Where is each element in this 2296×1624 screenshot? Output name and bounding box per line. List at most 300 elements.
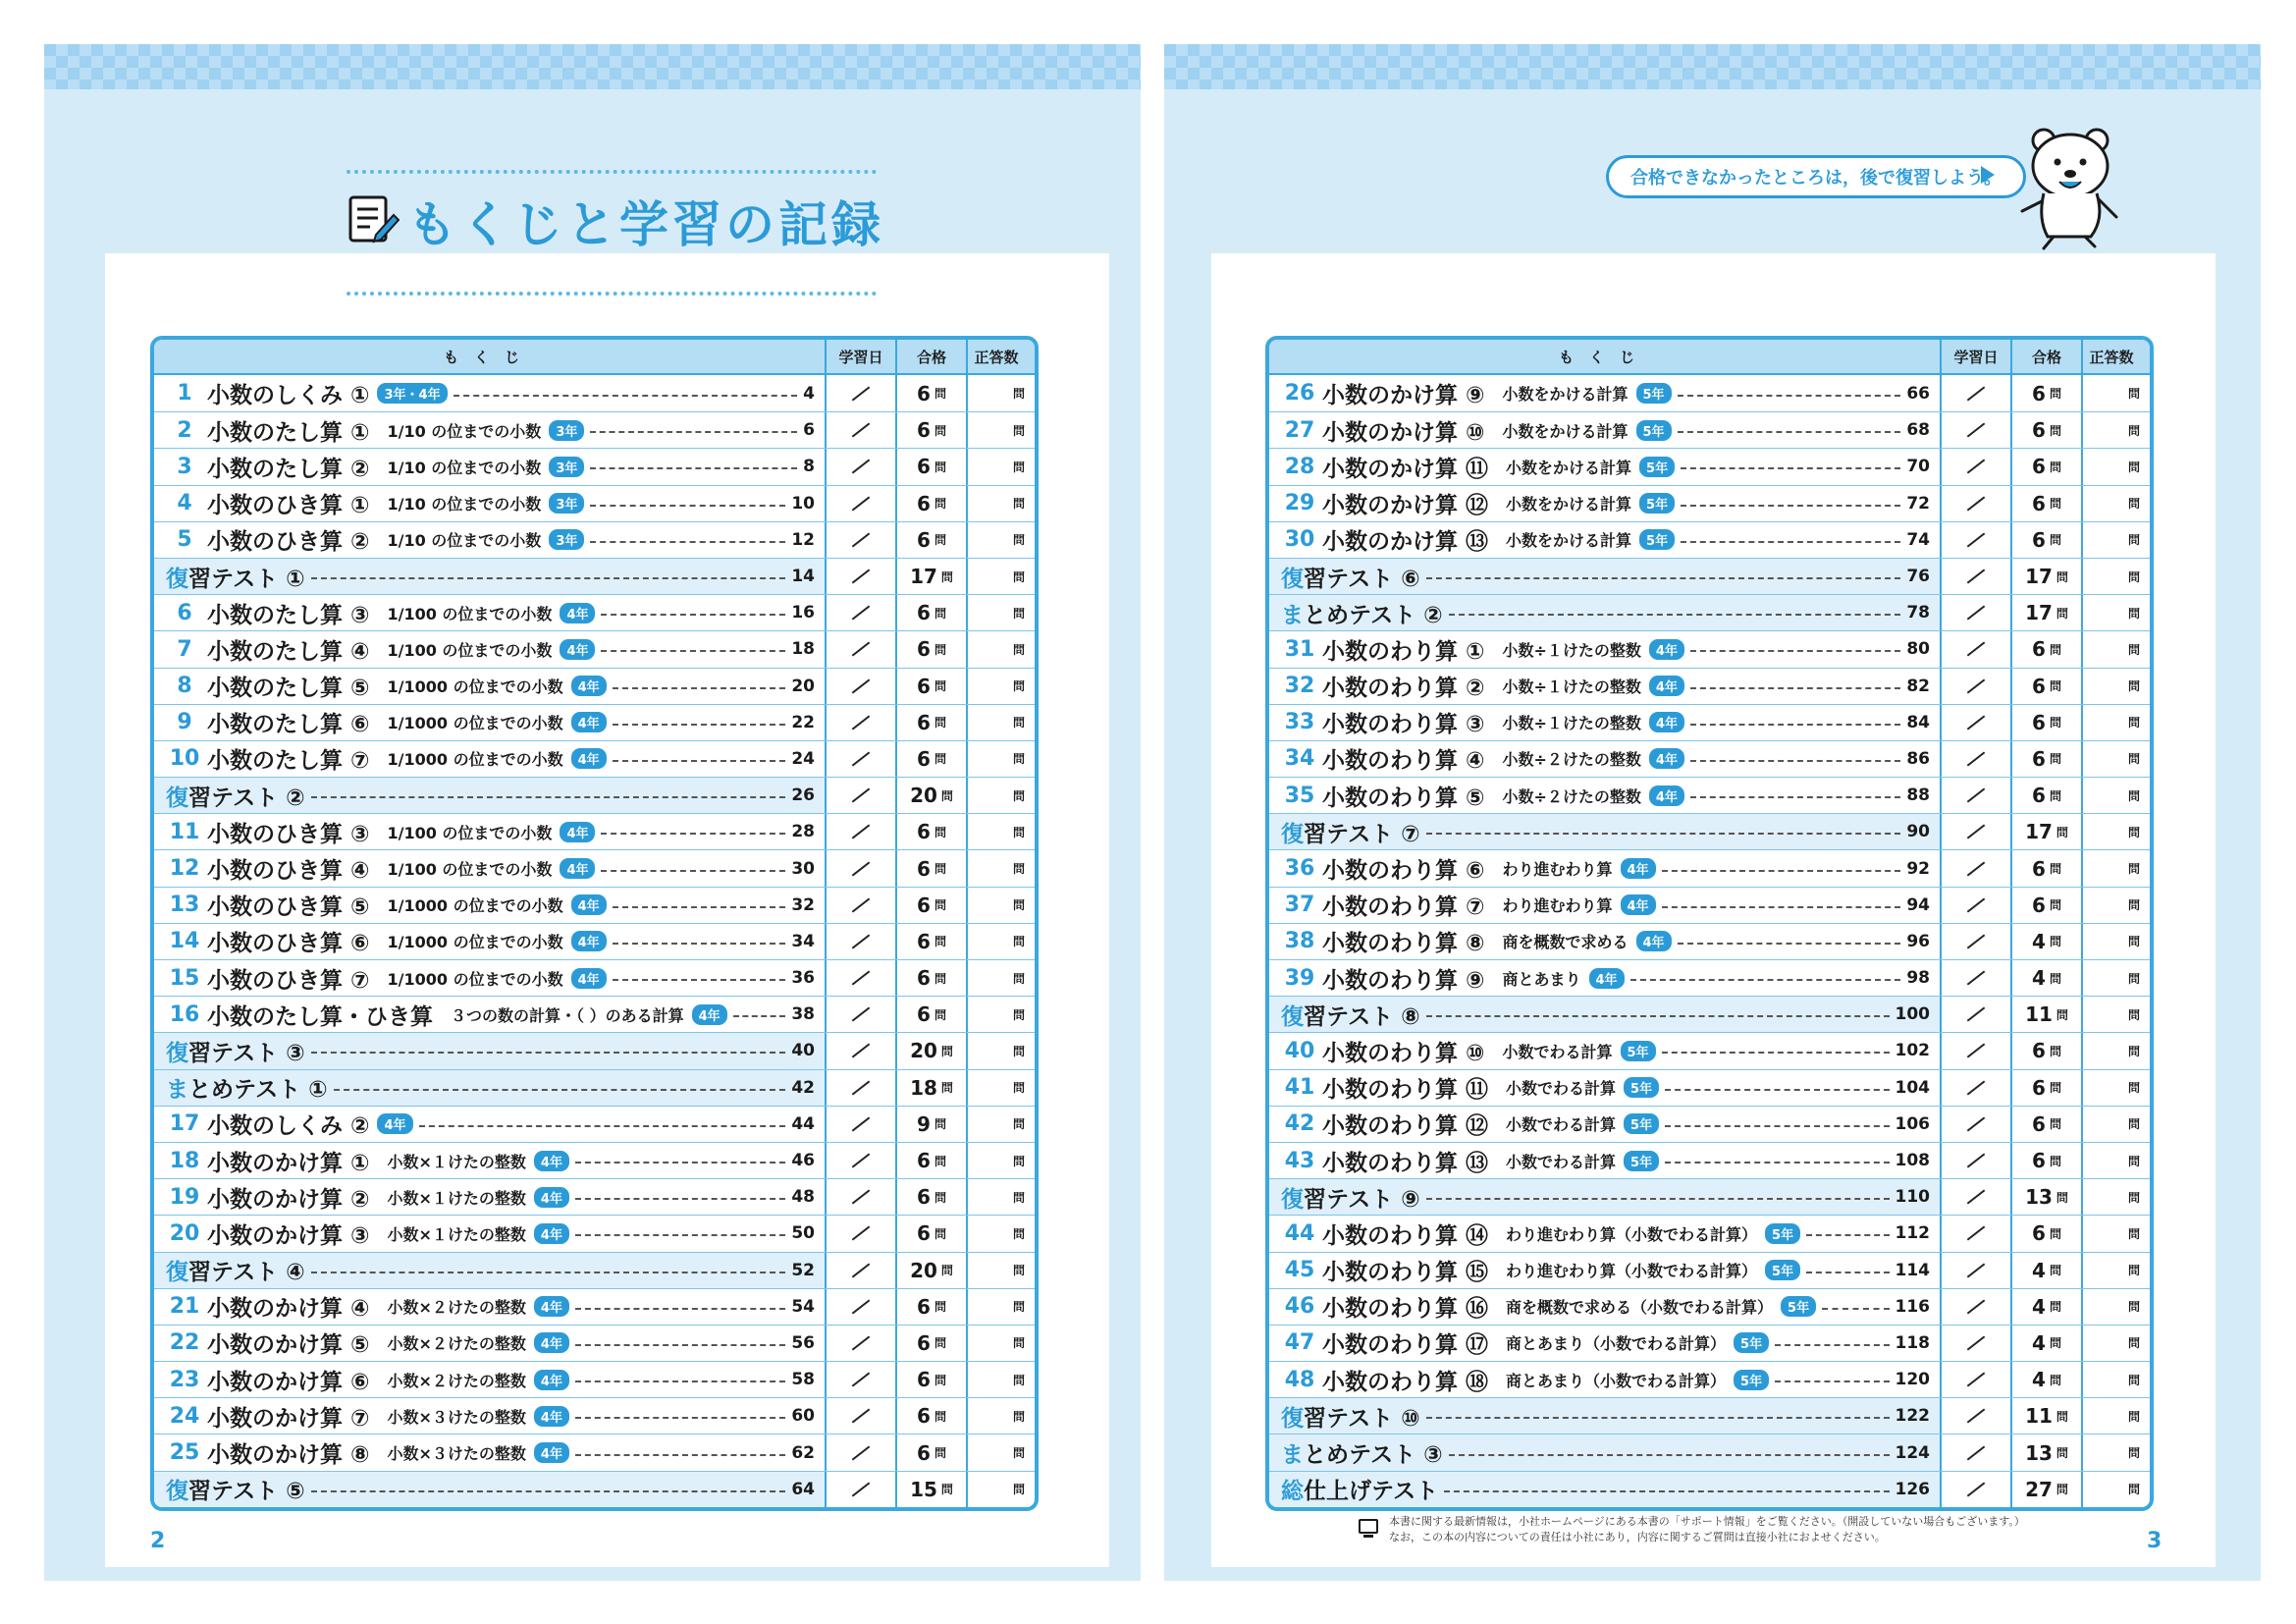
header-study-date: 学習日 <box>825 340 895 373</box>
study-date-cell[interactable] <box>1940 1033 2010 1068</box>
study-date-cell[interactable] <box>825 1398 895 1434</box>
dotted-leader <box>1690 796 1900 798</box>
grade-badge: 4年 <box>1649 748 1684 769</box>
grade-badge: 5年 <box>1624 1077 1659 1098</box>
lesson-title <box>1322 962 1484 995</box>
correct-count-cell[interactable] <box>2081 559 2150 594</box>
correct-count-cell[interactable] <box>2081 1253 2150 1288</box>
correct-count-cell[interactable] <box>966 1289 1035 1325</box>
correct-count-cell[interactable] <box>2081 486 2150 521</box>
lesson-subtitle: 小数×３けたの整数 <box>387 1444 526 1464</box>
study-date-cell[interactable] <box>1940 741 2010 777</box>
pass-cell <box>2010 888 2081 923</box>
dotted-leader <box>613 760 786 762</box>
study-date-cell[interactable] <box>1940 1107 2010 1142</box>
review-test-row <box>1269 1178 2150 1215</box>
correct-count-cell[interactable] <box>966 595 1035 630</box>
lesson-cell <box>1269 1143 1940 1178</box>
study-date-cell[interactable] <box>1940 669 2010 704</box>
study-date-cell[interactable] <box>825 960 895 996</box>
correct-count-cell[interactable] <box>966 1070 1035 1106</box>
page-ref: 74 <box>1906 529 1930 550</box>
dotted-leader <box>1665 1125 1889 1127</box>
correct-count-cell[interactable] <box>966 888 1035 923</box>
unit-label: 問 <box>934 497 946 512</box>
grade-badge: 3年 <box>549 529 584 550</box>
lesson-row <box>154 959 1035 996</box>
title-text: 小数のかけ算 ⑥ <box>207 1369 370 1395</box>
title-text: 小数のかけ算 ② <box>207 1186 370 1213</box>
lesson-subtitle: 1/100 の位までの小数 <box>387 640 553 660</box>
correct-count-cell[interactable] <box>2081 1216 2150 1251</box>
dotted-leader <box>1690 760 1900 762</box>
correct-count-cell[interactable] <box>966 522 1035 558</box>
grade-badge: 5年 <box>1624 1151 1659 1171</box>
unit-label: 問 <box>940 1483 953 1497</box>
unit-label: 問 <box>2127 862 2140 877</box>
pass-cell <box>2010 375 2081 411</box>
study-date-cell[interactable] <box>1940 1326 2010 1361</box>
unit-label: 問 <box>1012 460 1025 474</box>
correct-count-cell[interactable] <box>966 631 1035 667</box>
dotted-leader <box>1806 1272 1889 1273</box>
study-date-cell[interactable] <box>1940 850 2010 886</box>
unit-label: 問 <box>2127 1007 2140 1022</box>
lesson-row <box>1269 411 2150 448</box>
lesson-row <box>154 1397 1035 1434</box>
grade-badge: 5年 <box>1636 383 1672 404</box>
unit-label: 問 <box>2127 642 2140 657</box>
unit-label: 問 <box>2056 569 2068 584</box>
correct-count-cell[interactable] <box>2081 375 2150 411</box>
correct-count-cell[interactable] <box>966 741 1035 777</box>
lesson-cell <box>1269 1179 1940 1215</box>
study-date-cell[interactable] <box>825 1253 895 1288</box>
lesson-row <box>154 1288 1035 1325</box>
lesson-row <box>1269 740 2150 777</box>
pass-cell <box>895 631 966 667</box>
unit-label: 問 <box>2127 1300 2140 1315</box>
lesson-title <box>166 1071 328 1104</box>
correct-count-cell[interactable] <box>2081 850 2150 886</box>
correct-count-cell[interactable] <box>966 997 1035 1032</box>
page-ref: 66 <box>1906 383 1930 404</box>
study-date-cell[interactable] <box>1940 1362 2010 1397</box>
lesson-title <box>207 1108 369 1140</box>
study-date-cell[interactable] <box>825 1143 895 1178</box>
lesson-row <box>154 1142 1035 1178</box>
page-ref: 60 <box>791 1406 815 1427</box>
lesson-title <box>1322 742 1484 775</box>
lesson-subtitle: 1/10 の位までの小数 <box>387 495 542 514</box>
pass-cell <box>895 486 966 521</box>
study-date-cell[interactable] <box>825 1179 895 1215</box>
correct-count-cell[interactable] <box>966 1472 1035 1507</box>
correct-count-cell[interactable] <box>2081 1070 2150 1106</box>
lesson-cell <box>1269 559 1940 594</box>
correct-count-cell[interactable] <box>966 814 1035 849</box>
lesson-row <box>1269 1069 2150 1106</box>
dotted-leader <box>1449 614 1901 616</box>
toc-table-left <box>150 336 1039 1511</box>
dotted-leader <box>575 1234 785 1236</box>
lesson-cell <box>1269 814 1940 849</box>
date-slash <box>852 1190 871 1205</box>
unit-label: 問 <box>2127 497 2140 512</box>
unit-label: 問 <box>934 752 946 767</box>
correct-count-cell[interactable] <box>966 1107 1035 1142</box>
lesson-row <box>1269 630 2150 667</box>
top-pattern-band <box>44 44 1141 89</box>
correct-count-cell[interactable] <box>966 960 1035 996</box>
correct-count-cell[interactable] <box>966 924 1035 959</box>
study-date-cell[interactable] <box>825 1216 895 1251</box>
study-date-cell[interactable] <box>825 669 895 704</box>
correct-count-cell[interactable] <box>2081 1398 2150 1434</box>
title-first-char: 総 <box>1281 1479 1304 1505</box>
study-date-cell[interactable] <box>1940 559 2010 594</box>
study-date-cell[interactable] <box>1940 924 2010 959</box>
correct-count-cell[interactable] <box>966 850 1035 886</box>
correct-count-cell[interactable] <box>966 1179 1035 1215</box>
correct-count-cell[interactable] <box>2081 1435 2150 1470</box>
study-date-cell[interactable] <box>825 1435 895 1470</box>
title-first-char: 復 <box>166 566 188 592</box>
date-slash <box>852 496 871 511</box>
lesson-cell <box>154 1070 825 1106</box>
lesson-title <box>207 925 369 957</box>
correct-count-cell[interactable] <box>2081 997 2150 1032</box>
study-date-cell[interactable] <box>1940 1398 2010 1434</box>
lesson-number: 41 <box>1284 1075 1315 1101</box>
correct-count-cell[interactable] <box>966 1435 1035 1470</box>
lesson-subtitle: 小数をかける計算 <box>1506 495 1632 514</box>
correct-count-cell[interactable] <box>2081 412 2150 448</box>
correct-count-cell[interactable] <box>966 1143 1035 1178</box>
pass-count: 6 <box>917 1440 931 1465</box>
dotted-leader <box>1665 1089 1889 1091</box>
dotted-leader <box>590 505 785 507</box>
lesson-row <box>154 594 1035 630</box>
grade-badge: 5年 <box>1624 1113 1659 1134</box>
pass-cell <box>895 924 966 959</box>
study-date-cell[interactable] <box>1940 1472 2010 1507</box>
study-date-cell[interactable] <box>1940 778 2010 813</box>
table-header <box>1269 340 2150 375</box>
correct-count-cell[interactable] <box>2081 1107 2150 1142</box>
study-date-cell[interactable] <box>1940 1216 2010 1251</box>
pass-count: 6 <box>2032 893 2046 917</box>
page-ref: 42 <box>791 1077 815 1098</box>
pass-cell <box>2010 705 2081 740</box>
correct-count-cell[interactable] <box>2081 1472 2150 1507</box>
pass-cell <box>2010 1179 2081 1215</box>
study-date-cell[interactable] <box>825 778 895 813</box>
study-date-cell[interactable] <box>825 741 895 777</box>
lesson-number: 37 <box>1284 893 1315 918</box>
correct-count-cell[interactable] <box>966 559 1035 594</box>
correct-count-cell[interactable] <box>966 778 1035 813</box>
lesson-title <box>1322 1364 1488 1396</box>
study-date-cell[interactable] <box>825 814 895 849</box>
title-text: 習テスト ⑩ <box>1304 1405 1420 1432</box>
pass-cell <box>895 778 966 813</box>
correct-count-cell[interactable] <box>2081 1289 2150 1325</box>
lesson-cell <box>154 778 825 813</box>
study-date-cell[interactable] <box>1940 705 2010 740</box>
lesson-number: 19 <box>169 1184 200 1210</box>
lesson-number: 35 <box>1284 783 1315 808</box>
study-date-cell[interactable] <box>825 595 895 630</box>
dotted-leader <box>1678 943 1901 945</box>
study-date-cell[interactable] <box>825 997 895 1032</box>
study-date-cell[interactable] <box>825 888 895 923</box>
correct-count-cell[interactable] <box>2081 1362 2150 1397</box>
correct-count-cell[interactable] <box>2081 522 2150 558</box>
review-test-row <box>154 1032 1035 1068</box>
correct-count-cell[interactable] <box>2081 888 2150 923</box>
study-date-cell[interactable] <box>825 1362 895 1397</box>
grade-badge: 4年 <box>534 1151 569 1171</box>
grade-badge: 4年 <box>560 822 595 842</box>
date-slash <box>852 1482 871 1496</box>
dotted-leader <box>601 870 785 872</box>
pass-cell <box>895 1143 966 1178</box>
lesson-title <box>207 487 369 519</box>
correct-count-cell[interactable] <box>2081 449 2150 484</box>
dotted-leader <box>601 650 785 652</box>
correct-count-cell[interactable] <box>2081 1179 2150 1215</box>
study-date-cell[interactable] <box>1940 814 2010 849</box>
date-slash <box>852 460 871 474</box>
title-first-char: 復 <box>166 1040 188 1066</box>
pass-count: 6 <box>2032 491 2046 515</box>
study-date-cell[interactable] <box>1940 412 2010 448</box>
study-date-cell[interactable] <box>825 449 895 484</box>
unit-label: 問 <box>2056 1007 2068 1022</box>
correct-count-cell[interactable] <box>966 412 1035 448</box>
lesson-title <box>207 962 369 995</box>
study-date-cell[interactable] <box>1940 1289 2010 1325</box>
lesson-cell <box>1269 1472 1940 1507</box>
page-ref: 44 <box>791 1113 815 1134</box>
page-ref: 92 <box>1906 858 1930 879</box>
lesson-cell <box>1269 1326 1940 1361</box>
study-date-cell[interactable] <box>1940 1143 2010 1178</box>
unit-label: 問 <box>934 825 946 839</box>
unit-label: 問 <box>2049 423 2061 438</box>
correct-count-cell[interactable] <box>966 1398 1035 1434</box>
correct-count-cell[interactable] <box>2081 705 2150 740</box>
correct-count-cell[interactable] <box>2081 741 2150 777</box>
pass-count: 11 <box>2025 1404 2053 1429</box>
grade-badge: 4年 <box>1649 639 1684 660</box>
study-date-cell[interactable] <box>825 924 895 959</box>
study-date-cell[interactable] <box>1940 888 2010 923</box>
page-ref: 124 <box>1895 1442 1930 1463</box>
lesson-row <box>1269 777 2150 813</box>
study-date-cell[interactable] <box>1940 375 2010 411</box>
page-ref: 72 <box>1906 493 1930 514</box>
correct-count-cell[interactable] <box>966 1033 1035 1068</box>
study-date-cell[interactable] <box>1940 960 2010 996</box>
page-ref: 36 <box>791 968 815 989</box>
study-date-cell[interactable] <box>825 705 895 740</box>
unit-label: 問 <box>2049 1226 2061 1241</box>
study-date-cell[interactable] <box>825 486 895 521</box>
lesson-cell <box>154 449 825 484</box>
correct-count-cell[interactable] <box>966 669 1035 704</box>
grade-badge: 4年 <box>1649 712 1684 732</box>
speech-bubble: 合格できなかったところは，後で復習しよう。 <box>1606 155 2026 198</box>
date-slash <box>1967 934 1986 948</box>
lesson-title <box>1322 1071 1488 1104</box>
study-date-cell[interactable] <box>825 1289 895 1325</box>
unit-label: 問 <box>940 569 953 584</box>
correct-count-cell[interactable] <box>2081 960 2150 996</box>
lesson-title <box>1322 633 1484 666</box>
date-slash <box>852 1080 871 1095</box>
review-test-row <box>1269 813 2150 849</box>
correct-count-cell[interactable] <box>966 486 1035 521</box>
lesson-cell <box>154 814 825 849</box>
unit-label: 問 <box>934 898 946 913</box>
unit-label: 問 <box>934 862 946 877</box>
pass-cell <box>895 1289 966 1325</box>
pass-count: 17 <box>910 565 937 589</box>
lesson-cell <box>154 1435 825 1470</box>
study-date-cell[interactable] <box>1940 997 2010 1032</box>
pass-cell <box>895 375 966 411</box>
dotted-leader <box>1426 1417 1890 1419</box>
study-date-cell[interactable] <box>825 522 895 558</box>
lesson-row <box>154 923 1035 959</box>
unit-label: 問 <box>2049 862 2061 877</box>
page-ref: 112 <box>1895 1223 1930 1244</box>
study-date-cell[interactable] <box>1940 486 2010 521</box>
study-date-cell[interactable] <box>1940 522 2010 558</box>
unit-label: 問 <box>1012 1226 1025 1241</box>
pass-count: 6 <box>917 1221 931 1246</box>
correct-count-cell[interactable] <box>2081 1033 2150 1068</box>
pass-count: 17 <box>2025 565 2053 589</box>
title-text: 小数のわり算 ⑥ <box>1322 858 1485 885</box>
lesson-row <box>1269 704 2150 740</box>
study-date-cell[interactable] <box>825 412 895 448</box>
study-date-cell[interactable] <box>825 1033 895 1068</box>
study-date-cell[interactable] <box>825 1107 895 1142</box>
lesson-number: 30 <box>1284 527 1315 553</box>
study-date-cell[interactable] <box>1940 1179 2010 1215</box>
unit-label: 問 <box>1012 1300 1025 1315</box>
study-date-cell[interactable] <box>825 1472 895 1507</box>
lesson-row <box>1269 923 2150 959</box>
page-number: 3 <box>2147 1529 2163 1553</box>
grade-badge: 4年 <box>571 676 607 696</box>
correct-count-cell[interactable] <box>966 1253 1035 1288</box>
study-date-cell[interactable] <box>1940 631 2010 667</box>
lesson-row <box>1269 668 2150 704</box>
pass-cell <box>2010 850 2081 886</box>
study-date-cell[interactable] <box>1940 595 2010 630</box>
study-date-cell[interactable] <box>825 850 895 886</box>
correct-count-cell[interactable] <box>2081 778 2150 813</box>
grade-badge: 5年 <box>1621 1041 1656 1061</box>
correct-count-cell[interactable] <box>2081 595 2150 630</box>
lesson-subtitle: 小数でわる計算 <box>1502 1042 1613 1061</box>
title-text: 習テスト ③ <box>188 1040 305 1066</box>
correct-count-cell[interactable] <box>2081 669 2150 704</box>
pass-count: 4 <box>2032 1258 2046 1282</box>
unit-label: 問 <box>934 1409 946 1424</box>
grade-badge: 4年 <box>1649 785 1684 806</box>
title-text: 小数のわり算 ⑨ <box>1322 967 1485 994</box>
study-date-cell[interactable] <box>825 559 895 594</box>
correct-count-cell[interactable] <box>2081 1143 2150 1178</box>
correct-count-cell[interactable] <box>2081 1326 2150 1361</box>
study-date-cell[interactable] <box>1940 449 2010 484</box>
title-text: 習テスト ⑥ <box>1304 566 1420 592</box>
page-ref: 48 <box>791 1187 815 1208</box>
title-first-char: 復 <box>1281 566 1304 592</box>
dotted-leader <box>311 1490 786 1492</box>
pass-cell <box>895 669 966 704</box>
correct-count-cell[interactable] <box>966 1216 1035 1251</box>
page-ref: 8 <box>803 457 815 477</box>
correct-count-cell[interactable] <box>966 449 1035 484</box>
lesson-cell <box>154 631 825 667</box>
page-ref: 122 <box>1895 1406 1930 1427</box>
study-date-cell[interactable] <box>1940 1070 2010 1106</box>
unit-label: 問 <box>1012 1446 1025 1461</box>
study-date-cell[interactable] <box>1940 1253 2010 1288</box>
study-date-cell[interactable] <box>825 1326 895 1361</box>
study-date-cell[interactable] <box>825 375 895 411</box>
title-text: 小数のかけ算 ① <box>207 1150 370 1176</box>
study-date-cell[interactable] <box>1940 1435 2010 1470</box>
correct-count-cell[interactable] <box>966 1326 1035 1361</box>
study-date-cell[interactable] <box>825 631 895 667</box>
date-slash <box>1967 1445 1986 1460</box>
correct-count-cell[interactable] <box>966 1362 1035 1397</box>
title-text: 小数のたし算 ④ <box>207 638 370 665</box>
lesson-number: 7 <box>177 636 192 662</box>
unit-label: 問 <box>934 1007 946 1022</box>
correct-count-cell[interactable] <box>966 375 1035 411</box>
grade-badge: 4年 <box>571 894 607 915</box>
dotted-leader <box>613 724 786 726</box>
lesson-row <box>154 448 1035 484</box>
correct-count-cell[interactable] <box>2081 631 2150 667</box>
unit-label: 問 <box>2127 1373 2140 1387</box>
correct-count-cell[interactable] <box>2081 924 2150 959</box>
date-slash <box>1967 460 1986 474</box>
unit-label: 問 <box>2127 1226 2140 1241</box>
pass-cell <box>895 1435 966 1470</box>
correct-count-cell[interactable] <box>2081 814 2150 849</box>
pass-count: 6 <box>2032 1221 2046 1246</box>
dotted-leader <box>1681 541 1900 543</box>
lesson-cell <box>1269 705 1940 740</box>
lesson-subtitle: 1/1000 の位までの小数 <box>387 714 563 733</box>
unit-label: 問 <box>1012 387 1025 402</box>
lesson-subtitle: 1/1000 の位までの小数 <box>387 750 563 770</box>
study-date-cell[interactable] <box>825 1070 895 1106</box>
page-ref: 18 <box>791 639 815 660</box>
correct-count-cell[interactable] <box>966 705 1035 740</box>
pass-count: 6 <box>917 929 931 953</box>
lesson-subtitle: 小数×２けたの整数 <box>387 1371 526 1390</box>
